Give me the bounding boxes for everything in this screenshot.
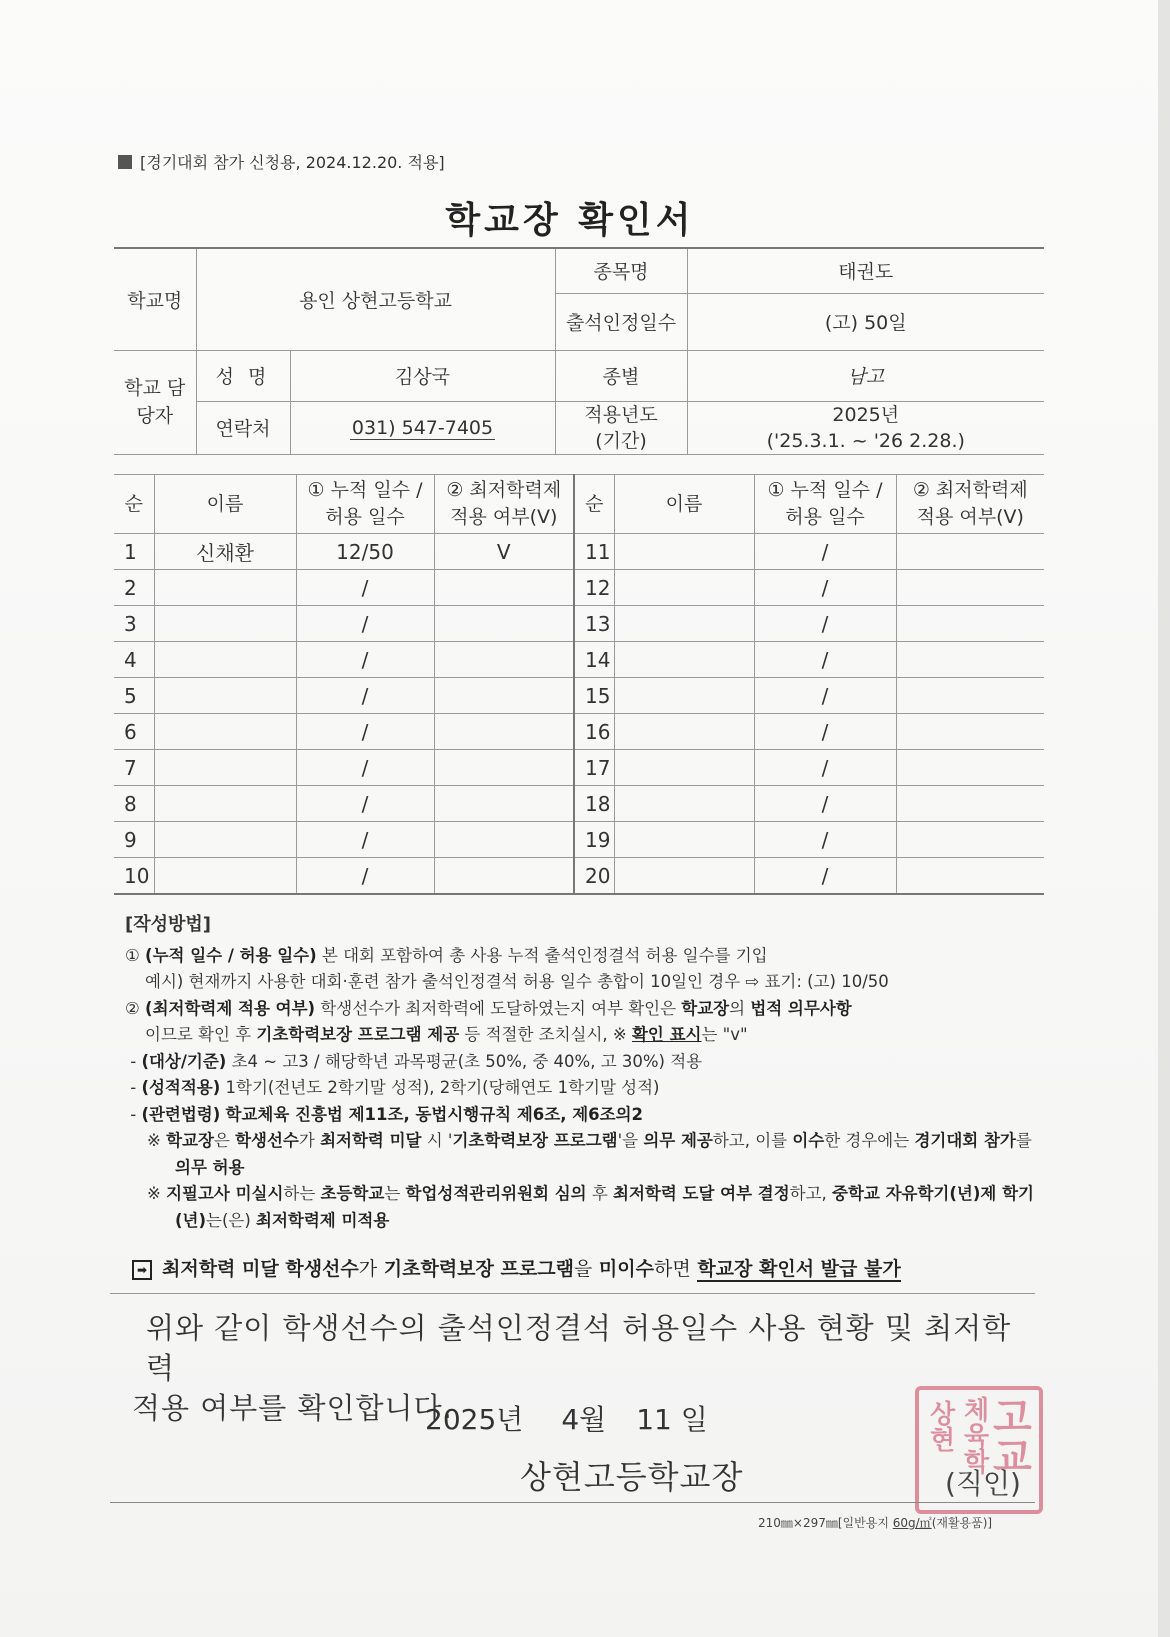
notice-bold: 기초학력보장 프로그램 xyxy=(383,1258,574,1280)
method-example xyxy=(125,969,1045,996)
note-bold: 학업성적관리위원회 심의 xyxy=(405,1184,587,1203)
note-text: 를 xyxy=(1015,1131,1032,1150)
note-bold: 학생선수 xyxy=(235,1131,299,1150)
item2-bold: 법적 의무사항 xyxy=(750,998,852,1018)
apply-cell xyxy=(434,606,574,642)
apply-cell xyxy=(896,714,1044,750)
apply-cell xyxy=(896,534,1044,570)
signer-name: 상현고등학교장 xyxy=(520,1458,744,1496)
days-cell: / xyxy=(754,858,896,895)
attend-value: (고) 50일 xyxy=(687,293,1044,350)
row-number: 17 xyxy=(574,750,614,786)
student-name xyxy=(154,606,296,642)
type-label: 종별 xyxy=(555,350,687,401)
apply-cell xyxy=(896,678,1044,714)
days-cell: / xyxy=(296,786,434,822)
method-note-1: ※ 학교장은 학생선수가 최저학력 미달 시 '기초학력보장 프로그램'을 의무 제공하고, 이를 이수한 경우에는 경기대회 참가를 의무 허용 xyxy=(147,1131,1032,1177)
row-number: 11 xyxy=(574,534,614,570)
days-cell: / xyxy=(296,822,434,858)
row-number: 4 xyxy=(114,642,154,678)
paper-size: 210㎜×297㎜[일반용지 xyxy=(758,1516,889,1530)
paper-recycled: (재활용품)] xyxy=(931,1516,993,1530)
notice-text: 하면 xyxy=(653,1258,691,1280)
apply-cell xyxy=(896,750,1044,786)
col-no-header: 순 xyxy=(114,475,154,534)
student-name xyxy=(614,822,754,858)
notice-underlined: 학교장 확인서 발급 불가 xyxy=(697,1258,901,1280)
page-edge xyxy=(1158,0,1170,1637)
sub1-bold: (대상/기준) xyxy=(141,1051,227,1071)
row-number: 19 xyxy=(574,822,614,858)
days-cell: 12/50 xyxy=(296,534,434,570)
manager-label: 학교 담당자 xyxy=(114,350,196,454)
method-item-2-cont xyxy=(125,1022,1045,1049)
row-number: 5 xyxy=(114,678,154,714)
year-label: 적용년도 (기간) xyxy=(555,401,687,454)
student-name xyxy=(614,678,754,714)
name-label: 성 명 xyxy=(196,350,290,401)
student-name xyxy=(154,714,296,750)
apply-cell: V xyxy=(434,534,574,570)
student-name: 신채환 xyxy=(154,534,296,570)
row-number: 15 xyxy=(574,678,614,714)
note-bold: 기초학력보장 프로그램 xyxy=(452,1131,618,1150)
page-title: 학교장 확인서 xyxy=(445,200,695,241)
table-row xyxy=(114,714,1044,750)
days-cell: / xyxy=(296,750,434,786)
info-table xyxy=(114,247,1044,455)
table-row xyxy=(114,750,1044,786)
sub2-text: 1학기(전년도 2학기말 성적), 2학기(당해연도 1학기말 성적) xyxy=(225,1078,660,1097)
apply-cell xyxy=(434,678,574,714)
contact-label: 연락처 xyxy=(196,401,290,454)
item2-text: 학생선수가 최저학력에 도달하였는지 여부 확인은 xyxy=(320,998,677,1018)
table-row xyxy=(114,534,1044,570)
days-cell: / xyxy=(296,606,434,642)
row-number: 9 xyxy=(114,822,154,858)
notice-text: 을 xyxy=(573,1258,593,1280)
student-name xyxy=(614,858,754,895)
row-number: 18 xyxy=(574,786,614,822)
note-text: 하는 xyxy=(283,1184,316,1203)
student-name xyxy=(614,570,754,606)
row-number: 7 xyxy=(114,750,154,786)
issue-date xyxy=(425,1398,708,1438)
date-month: 4월 xyxy=(561,1403,607,1436)
item2-bold: 확인 표시 xyxy=(631,1025,702,1044)
note-text: 하고, xyxy=(789,1184,827,1203)
col-apply-header: ② 최저학력제 적용 여부(V) xyxy=(434,475,574,534)
apply-cell xyxy=(896,858,1044,895)
note-text: 하고, 이를 xyxy=(712,1131,788,1150)
table-row xyxy=(114,606,1044,642)
sport-value: 태권도 xyxy=(687,248,1044,293)
row-number: 8 xyxy=(114,786,154,822)
days-cell: / xyxy=(754,750,896,786)
note-text: 후 xyxy=(591,1184,608,1203)
date-year: 2025년 xyxy=(425,1403,524,1436)
student-name xyxy=(614,534,754,570)
days-cell: / xyxy=(754,714,896,750)
student-name xyxy=(614,750,754,786)
apply-cell xyxy=(896,570,1044,606)
note-bold: 지필고사 미실시 xyxy=(166,1184,284,1203)
days-cell: / xyxy=(296,570,434,606)
col-name-header: 이름 xyxy=(154,475,296,534)
roster-table xyxy=(114,474,1044,895)
note-text: 은 xyxy=(213,1131,230,1150)
arrow-box-icon: ➡ xyxy=(132,1260,152,1280)
apply-cell xyxy=(434,642,574,678)
statement-line-2: 적용 여부를 확인합니다. xyxy=(132,1391,453,1425)
contact-value: 031) 547-7405 xyxy=(351,416,494,439)
attend-label: 출석인정일수 xyxy=(555,293,687,350)
sub3-text: 학교체육 진흥법 제11조, 동법시행규칙 제6조, 제6조의2 xyxy=(225,1104,643,1124)
table-row xyxy=(114,678,1044,714)
days-cell: / xyxy=(296,678,434,714)
sub2-bold: (성적적용) xyxy=(141,1078,221,1097)
note-bold: 경기대회 참가 xyxy=(914,1131,1016,1150)
example-text: 예시) 현재까지 사용한 대회·훈련 참가 출석인정결석 허용 일수 총합이 10일인 경우 ⇨ 표기: (고) 10/50 xyxy=(145,972,889,991)
note-text: 는 xyxy=(384,1184,401,1203)
statement-line-1: 위와 같이 학생선수의 출석인정결석 허용일수 사용 현황 및 최저학력 xyxy=(146,1311,1012,1385)
header-note-text: [경기대회 참가 신청용, 2024.12.20. 적용] xyxy=(140,153,445,172)
apply-cell xyxy=(896,642,1044,678)
table-row xyxy=(114,786,1044,822)
paper-weight: 60g/㎡ xyxy=(892,1516,932,1530)
row-number: 20 xyxy=(574,858,614,895)
apply-cell xyxy=(434,570,574,606)
note-bold: 의무 허용 xyxy=(175,1157,245,1177)
notice-line xyxy=(132,1254,901,1281)
days-cell: / xyxy=(754,534,896,570)
note-bold: 학교장 xyxy=(166,1131,214,1150)
note-bold: 의무 제공 xyxy=(643,1131,713,1150)
col-days-header: ① 누적 일수 / 허용 일수 xyxy=(296,475,434,534)
method-item-1 xyxy=(125,943,1045,970)
note-text: 한 경우에는 xyxy=(824,1131,910,1150)
note-text: 가 xyxy=(298,1131,315,1150)
student-name xyxy=(614,714,754,750)
seal-label: (직인) xyxy=(945,1467,1021,1500)
days-cell: / xyxy=(296,642,434,678)
item2-bold: 학교장 xyxy=(681,998,730,1018)
note-text: '을 xyxy=(617,1131,639,1150)
student-name xyxy=(154,570,296,606)
days-cell: / xyxy=(754,678,896,714)
circled-one: ① xyxy=(125,945,140,965)
roster-body xyxy=(114,534,1044,895)
school-name: 용인 상현고등학교 xyxy=(196,248,555,350)
row-number: 12 xyxy=(574,570,614,606)
table-row xyxy=(114,822,1044,858)
writing-method xyxy=(125,912,1045,1234)
student-name xyxy=(154,786,296,822)
method-heading: [작성방법] xyxy=(125,914,212,935)
apply-cell xyxy=(896,822,1044,858)
row-number: 6 xyxy=(114,714,154,750)
item2-text: 등 적절한 조치실시, ※ xyxy=(464,1025,627,1044)
col-name-header: 이름 xyxy=(614,475,754,534)
row-number: 1 xyxy=(114,534,154,570)
sub3-bold: (관련법령) xyxy=(141,1104,221,1124)
item1-bold: (누적 일수 / 허용 일수) xyxy=(145,945,317,965)
student-name xyxy=(614,606,754,642)
date-day: 11 일 xyxy=(636,1403,708,1436)
apply-cell xyxy=(434,822,574,858)
note-bold: 이수 xyxy=(792,1131,825,1150)
student-name xyxy=(154,678,296,714)
notice-bold: 최저학력 미달 학생선수 xyxy=(162,1258,359,1280)
circled-two: ② xyxy=(125,998,140,1018)
item2-text: 는 "v" xyxy=(701,1025,748,1044)
paper-spec xyxy=(758,1514,992,1531)
student-name xyxy=(614,642,754,678)
table-row xyxy=(114,858,1044,895)
method-sub-1: - (대상/기준) 초4 ~ 고3 / 해당학년 과목평균(초 50%, 중 40%, 고 30%) 적용 xyxy=(125,1051,703,1071)
year-cell xyxy=(687,401,1044,454)
note-bold: 최저학력 도달 여부 결정 xyxy=(613,1184,790,1203)
apply-cell xyxy=(434,786,574,822)
table-row xyxy=(114,570,1044,606)
student-name xyxy=(614,786,754,822)
days-cell: / xyxy=(296,714,434,750)
apply-cell xyxy=(896,786,1044,822)
square-bullet-icon xyxy=(118,155,132,169)
method-sub-2: - (성적적용) 1학기(전년도 2학기말 성적), 2학기(당해연도 1학기말 성적) xyxy=(125,1078,660,1097)
student-name xyxy=(154,642,296,678)
row-number: 16 xyxy=(574,714,614,750)
note-text: 는(은) xyxy=(206,1210,251,1230)
days-cell: / xyxy=(754,606,896,642)
col-days-header: ① 누적 일수 / 허용 일수 xyxy=(754,475,896,534)
type-value: 남고 xyxy=(687,350,1044,401)
divider xyxy=(110,1293,1035,1294)
col-no-header: 순 xyxy=(574,475,614,534)
school-label: 학교명 xyxy=(114,248,196,350)
days-cell: / xyxy=(754,642,896,678)
period-value: ('25.3.1. ~ '26 2.28.) xyxy=(766,429,965,452)
row-number: 14 xyxy=(574,642,614,678)
table-row xyxy=(114,642,1044,678)
days-cell: / xyxy=(296,858,434,895)
footer-divider xyxy=(110,1502,1035,1503)
item2-bold: 기초학력보장 프로그램 제공 xyxy=(256,1025,460,1044)
student-name xyxy=(154,858,296,895)
days-cell: / xyxy=(754,570,896,606)
method-sub-3: - (관련법령) 학교체육 진흥법 제11조, 동법시행규칙 제6조, 제6조의2 xyxy=(125,1104,643,1124)
row-number: 2 xyxy=(114,570,154,606)
apply-cell xyxy=(434,750,574,786)
item2-text: 이므로 확인 후 xyxy=(145,1025,252,1044)
apply-cell xyxy=(434,858,574,895)
item2-text: 의 xyxy=(729,998,746,1018)
manager-name: 김상국 xyxy=(290,350,555,401)
days-cell: / xyxy=(754,786,896,822)
method-note-2: ※ 지필고사 미실시하는 초등학교는 학업성적관리위원회 심의 후 최저학력 도달 여부 결정하고, 중학교 자유학기(년)제 학기(년)는(은) 최저학력제 미적용 xyxy=(147,1184,1034,1230)
year-value: 2025년 xyxy=(832,403,900,426)
days-cell: / xyxy=(754,822,896,858)
col-apply-header: ② 최저학력제 적용 여부(V) xyxy=(896,475,1044,534)
sub1-text: 초4 ~ 고3 / 해당학년 과목평균(초 50%, 중 40%, 고 30%) 적용 xyxy=(231,1051,703,1071)
notice-text: 가 xyxy=(358,1258,378,1280)
student-name xyxy=(154,822,296,858)
note-text: 시 ' xyxy=(426,1131,453,1150)
method-item-2 xyxy=(125,996,1045,1023)
official-seal: 고교 체육학 상현 xyxy=(915,1386,1043,1514)
contact-cell xyxy=(290,401,555,454)
note-bold: 최저학력 미달 xyxy=(320,1131,422,1150)
notice-bold: 미이수 xyxy=(598,1258,654,1280)
note-bold: 중학교 자유학기(년)제 학기(년) xyxy=(175,1184,1034,1230)
row-number: 13 xyxy=(574,606,614,642)
student-name xyxy=(154,750,296,786)
item2-bold: (최저학력제 적용 여부) xyxy=(145,998,316,1018)
row-number: 3 xyxy=(114,606,154,642)
item1-text: 본 대회 포함하여 총 사용 누적 출석인정결석 허용 일수를 기입 xyxy=(321,945,768,965)
row-number: 10 xyxy=(114,858,154,895)
note-bold: 초등학교 xyxy=(320,1184,385,1203)
apply-cell xyxy=(434,714,574,750)
apply-cell xyxy=(896,606,1044,642)
note-bold: 최저학력제 미적용 xyxy=(256,1210,390,1230)
header-note xyxy=(118,150,445,173)
sport-label: 종목명 xyxy=(555,248,687,293)
